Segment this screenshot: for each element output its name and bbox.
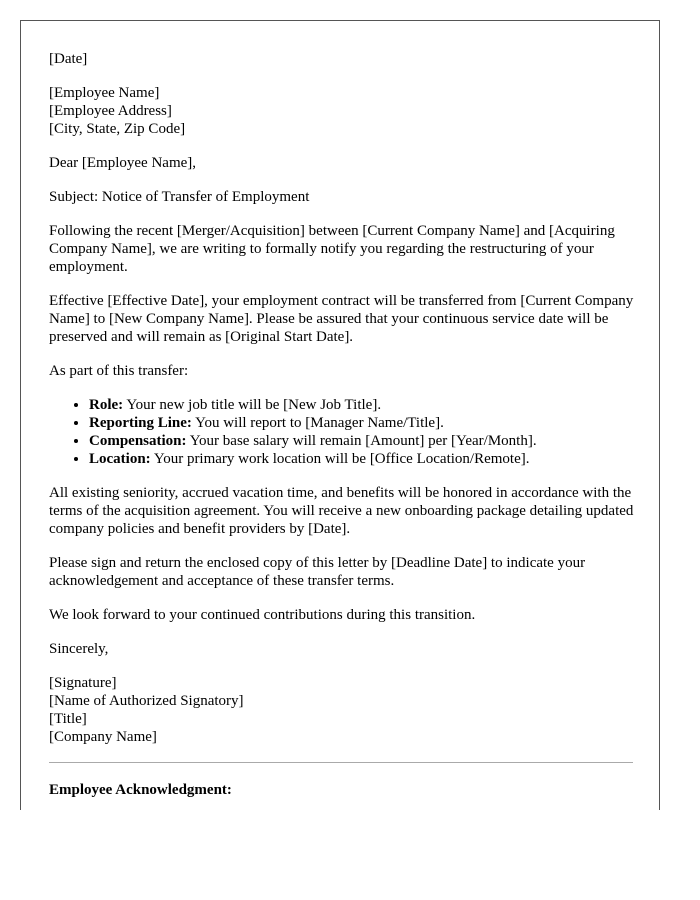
acknowledgment-heading: Employee Acknowledgment: bbox=[49, 782, 232, 798]
signatory-title: [Title] bbox=[49, 711, 87, 727]
list-intro: As part of this transfer: bbox=[49, 363, 189, 379]
term-text: Your base salary will remain [Amount] per [Year/Month]. bbox=[186, 433, 537, 449]
list-item bbox=[89, 450, 634, 468]
letter-body bbox=[49, 50, 634, 810]
term-text: Your new job title will be [New Job Title]. bbox=[123, 397, 382, 413]
term-text: You will report to [Manager Name/Title]. bbox=[191, 415, 444, 431]
recipient-block bbox=[49, 84, 634, 138]
letter-page bbox=[20, 20, 660, 810]
list-item bbox=[89, 396, 634, 414]
signatory-company: [Company Name] bbox=[49, 729, 157, 745]
recipient-address: [Employee Address] bbox=[49, 103, 172, 119]
list-item bbox=[89, 414, 634, 432]
recipient-name: [Employee Name] bbox=[49, 85, 160, 101]
seniority-paragraph: All existing seniority, accrued vacation time, and benefits will be honored in accordance with the terms of the acquisition agreement. You will receive a new onboarding package detailing updated company policies and benefit providers by [Date]. bbox=[49, 485, 634, 537]
subject-line: Subject: Notice of Transfer of Employment bbox=[49, 189, 310, 205]
letter-date: [Date] bbox=[49, 51, 88, 67]
signatory-name: [Name of Authorized Signatory] bbox=[49, 693, 244, 709]
section-divider bbox=[49, 762, 633, 763]
intro-paragraph: Following the recent [Merger/Acquisition] between [Current Company Name] and [Acquiring Company Name], we are writing to formally notify you regarding the restructuring of your employment. bbox=[49, 223, 615, 275]
term-label: Role: bbox=[89, 397, 124, 413]
effective-paragraph: Effective [Effective Date], your employment contract will be transferred from [Current Company Name] to [New Company Name]. Please be assured that your continuous service date will be preserved and will remain as [Original Start Date]. bbox=[49, 293, 634, 345]
term-label: Location: bbox=[89, 451, 151, 467]
sign-return-paragraph: Please sign and return the enclosed copy of this letter by [Deadline Date] to indicate your acknowledgement and acceptance of these transfer terms. bbox=[49, 555, 586, 589]
transfer-terms-list bbox=[49, 396, 634, 468]
salutation: Dear [Employee Name], bbox=[49, 155, 197, 171]
term-text: Your primary work location will be [Office Location/Remote]. bbox=[150, 451, 530, 467]
signature-block bbox=[49, 674, 634, 746]
closing-note: We look forward to your continued contributions during this transition. bbox=[49, 607, 476, 623]
term-label: Reporting Line: bbox=[89, 415, 192, 431]
term-label: Compensation: bbox=[89, 433, 187, 449]
list-item bbox=[89, 432, 634, 450]
closing: Sincerely, bbox=[49, 641, 109, 657]
recipient-city: [City, State, Zip Code] bbox=[49, 121, 186, 137]
signature: [Signature] bbox=[49, 675, 117, 691]
